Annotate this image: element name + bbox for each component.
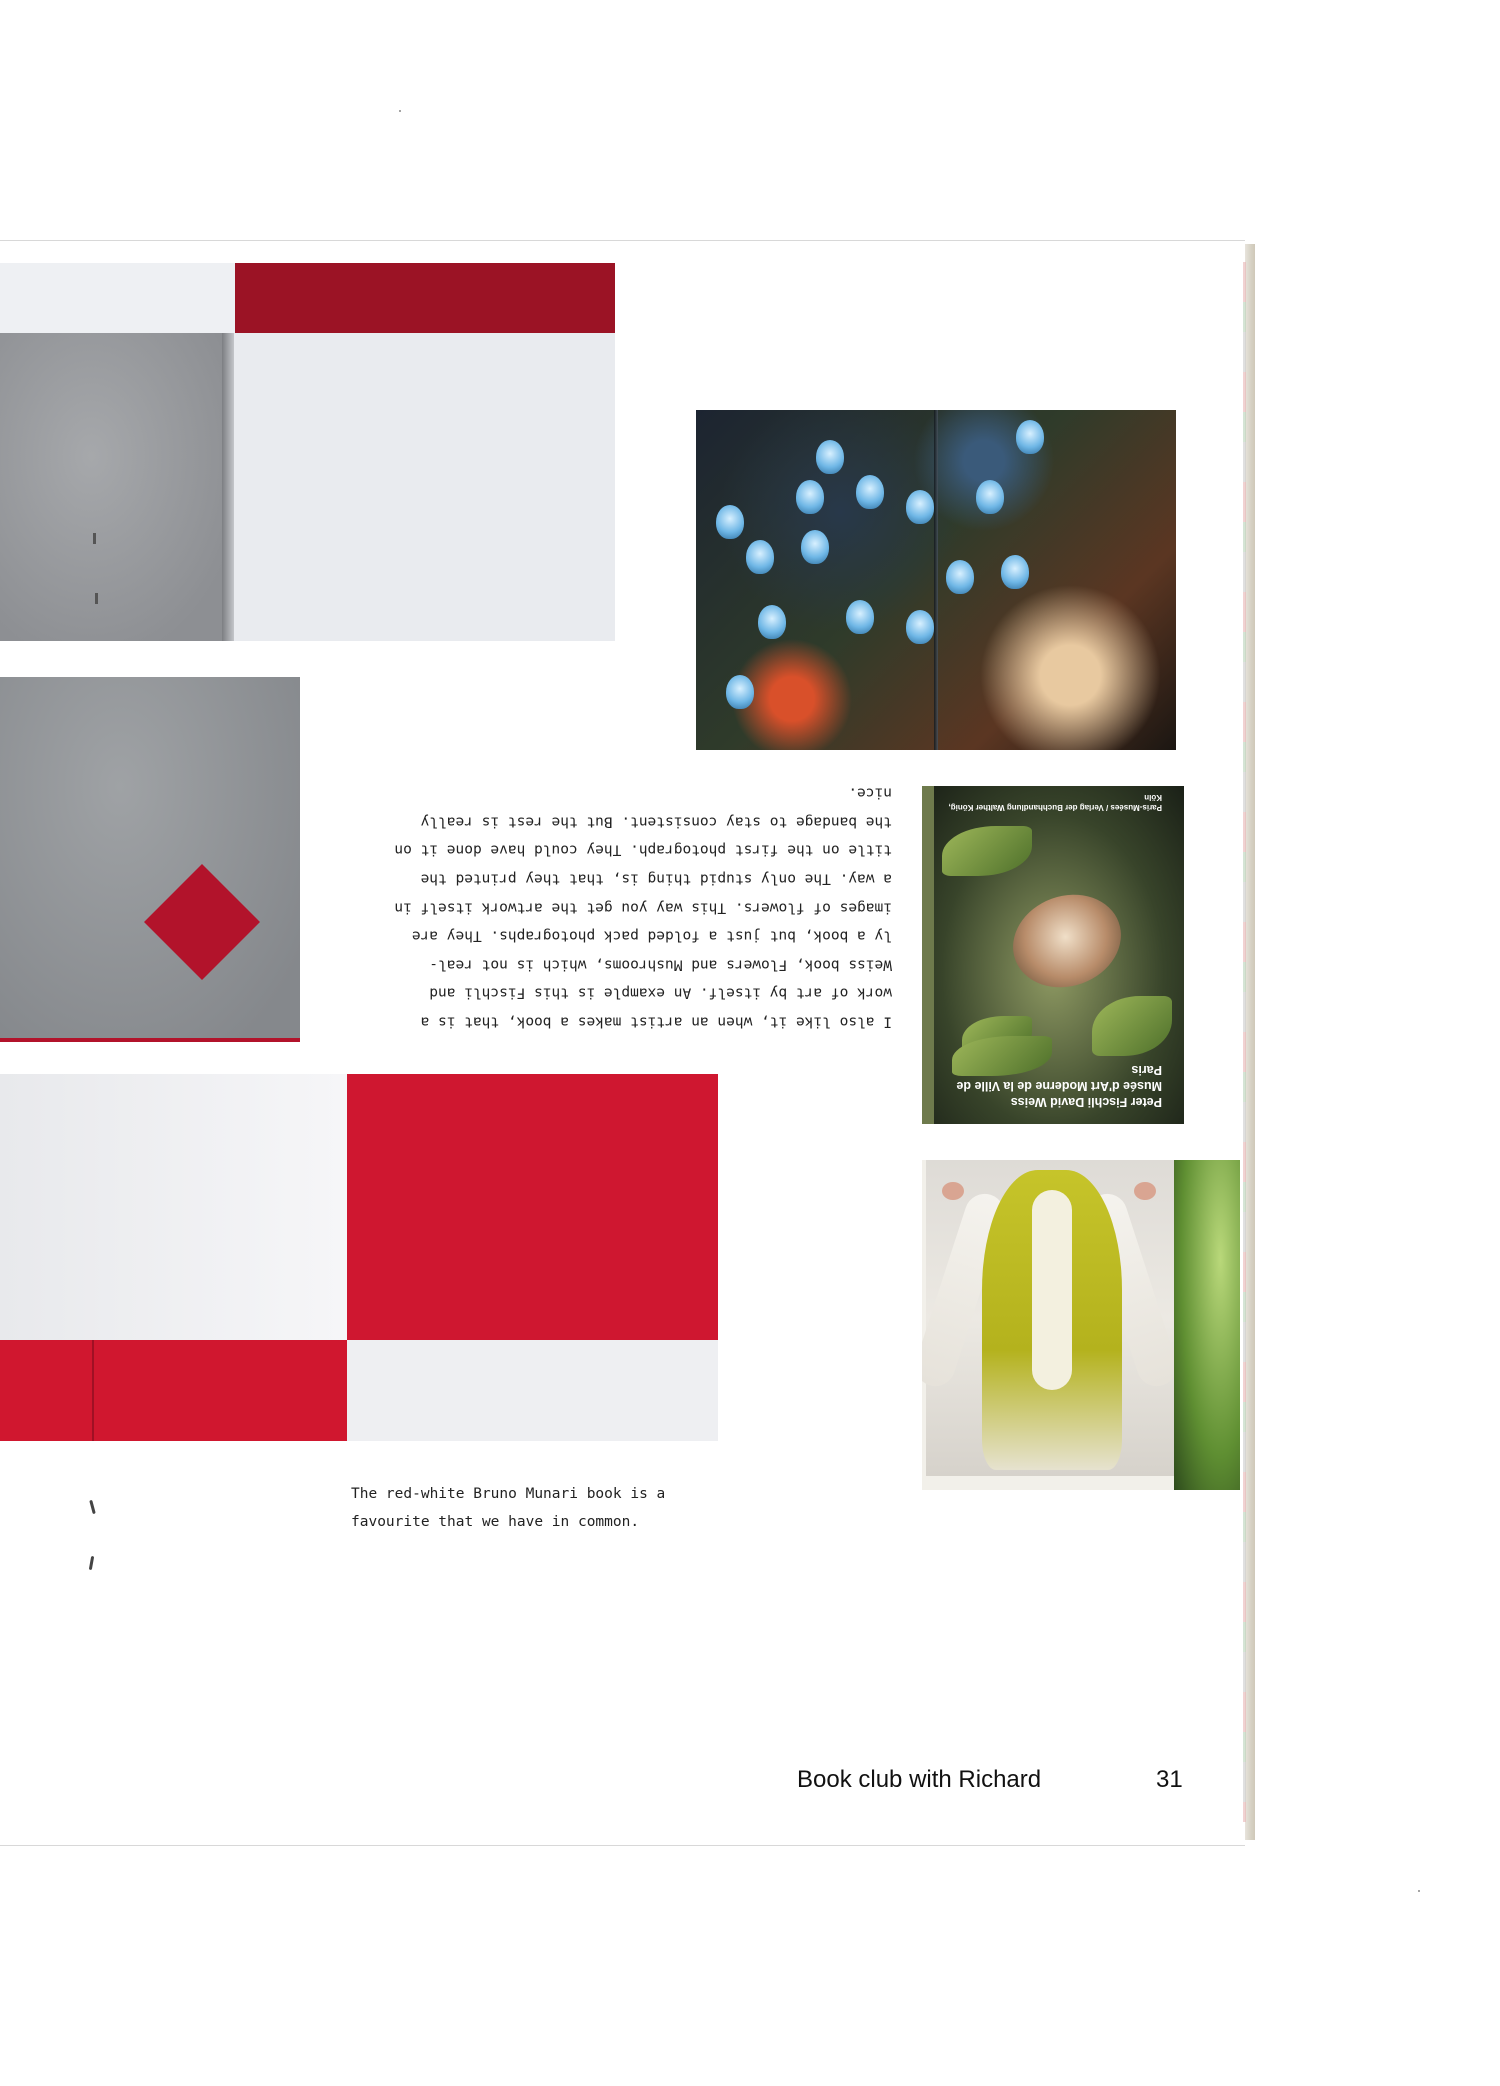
article-body-upside-down: I also like it, when an artist makes a book, that is a work of art by itself. An example is this Fischli and Weiss book, Flowers and Mushrooms, which is not real- ly a book, but just a folded pack photographs. They are images of flowers. This way you get the artwork itself in a way. The only stupid thing is, that they printed the title on the first photograph. They could have done it on the bandage to stay consistent. But the rest is really nice. [394, 784, 892, 1030]
page-number: 31 [1156, 1766, 1183, 1793]
cover-title-artists: Peter Fischli David Weiss [1010, 1095, 1162, 1109]
fischli-weiss-flowers-photo [696, 410, 1176, 750]
blue-flower [796, 480, 824, 514]
white-strip [0, 263, 235, 333]
grey-page [0, 333, 228, 641]
page-stack-edge [1245, 244, 1255, 1840]
cover-publisher: Paris-Musées / Verlag der Buchhandlung Walther König, Köln [948, 793, 1162, 812]
blue-flower [846, 600, 874, 634]
blue-flower [726, 675, 754, 709]
blue-flower [801, 530, 829, 564]
dress-inner-panel [1032, 1190, 1072, 1390]
page-fold [92, 1340, 94, 1441]
munari-book-photo-open-grey-white [0, 263, 615, 641]
scan-speck [399, 110, 401, 112]
munari-book-photo-grey-red-diamond [0, 677, 300, 1042]
blue-flower [906, 610, 934, 644]
scan-speck [1418, 1890, 1420, 1892]
cover-text-upside-down [922, 786, 1184, 1124]
blue-flower [816, 440, 844, 474]
fashion-magazine-photo [922, 1160, 1240, 1490]
red-diamond-shape [144, 864, 260, 980]
hand [942, 1182, 964, 1200]
blue-flower [946, 560, 974, 594]
munari-book-photo-red-white-blocks [0, 1074, 718, 1441]
blue-flower [1016, 420, 1044, 454]
running-footer-title: Book club with Richard [797, 1766, 1042, 1793]
red-block-small [0, 1340, 347, 1441]
blue-flower [746, 540, 774, 574]
fischli-weiss-book-cover [922, 786, 1184, 1124]
red-strip [235, 263, 615, 333]
spread-fold [934, 410, 938, 750]
blue-flower [716, 505, 744, 539]
blue-flower [758, 605, 786, 639]
cover-title [932, 1062, 1162, 1110]
blue-flower [1001, 555, 1029, 589]
white-block [0, 1074, 347, 1340]
green-leaf-page [1174, 1160, 1240, 1490]
cover-title-museum: Musée d'Art Moderne de la Ville de Paris [956, 1063, 1162, 1093]
white-page [234, 333, 615, 641]
red-block-large [347, 1074, 718, 1340]
photo-caption: The red-white Bruno Munari book is a favourite that we have in common. [351, 1486, 666, 1530]
blue-flower [856, 475, 884, 509]
red-edge [0, 1038, 300, 1042]
binding-stitch [93, 533, 96, 544]
white-block-small [347, 1340, 718, 1441]
page-stack-edge-color [1243, 262, 1246, 1822]
blue-flower [906, 490, 934, 524]
binding-stitch [95, 593, 98, 604]
hand [1134, 1182, 1156, 1200]
book-gutter [222, 333, 234, 641]
blue-flower [976, 480, 1004, 514]
